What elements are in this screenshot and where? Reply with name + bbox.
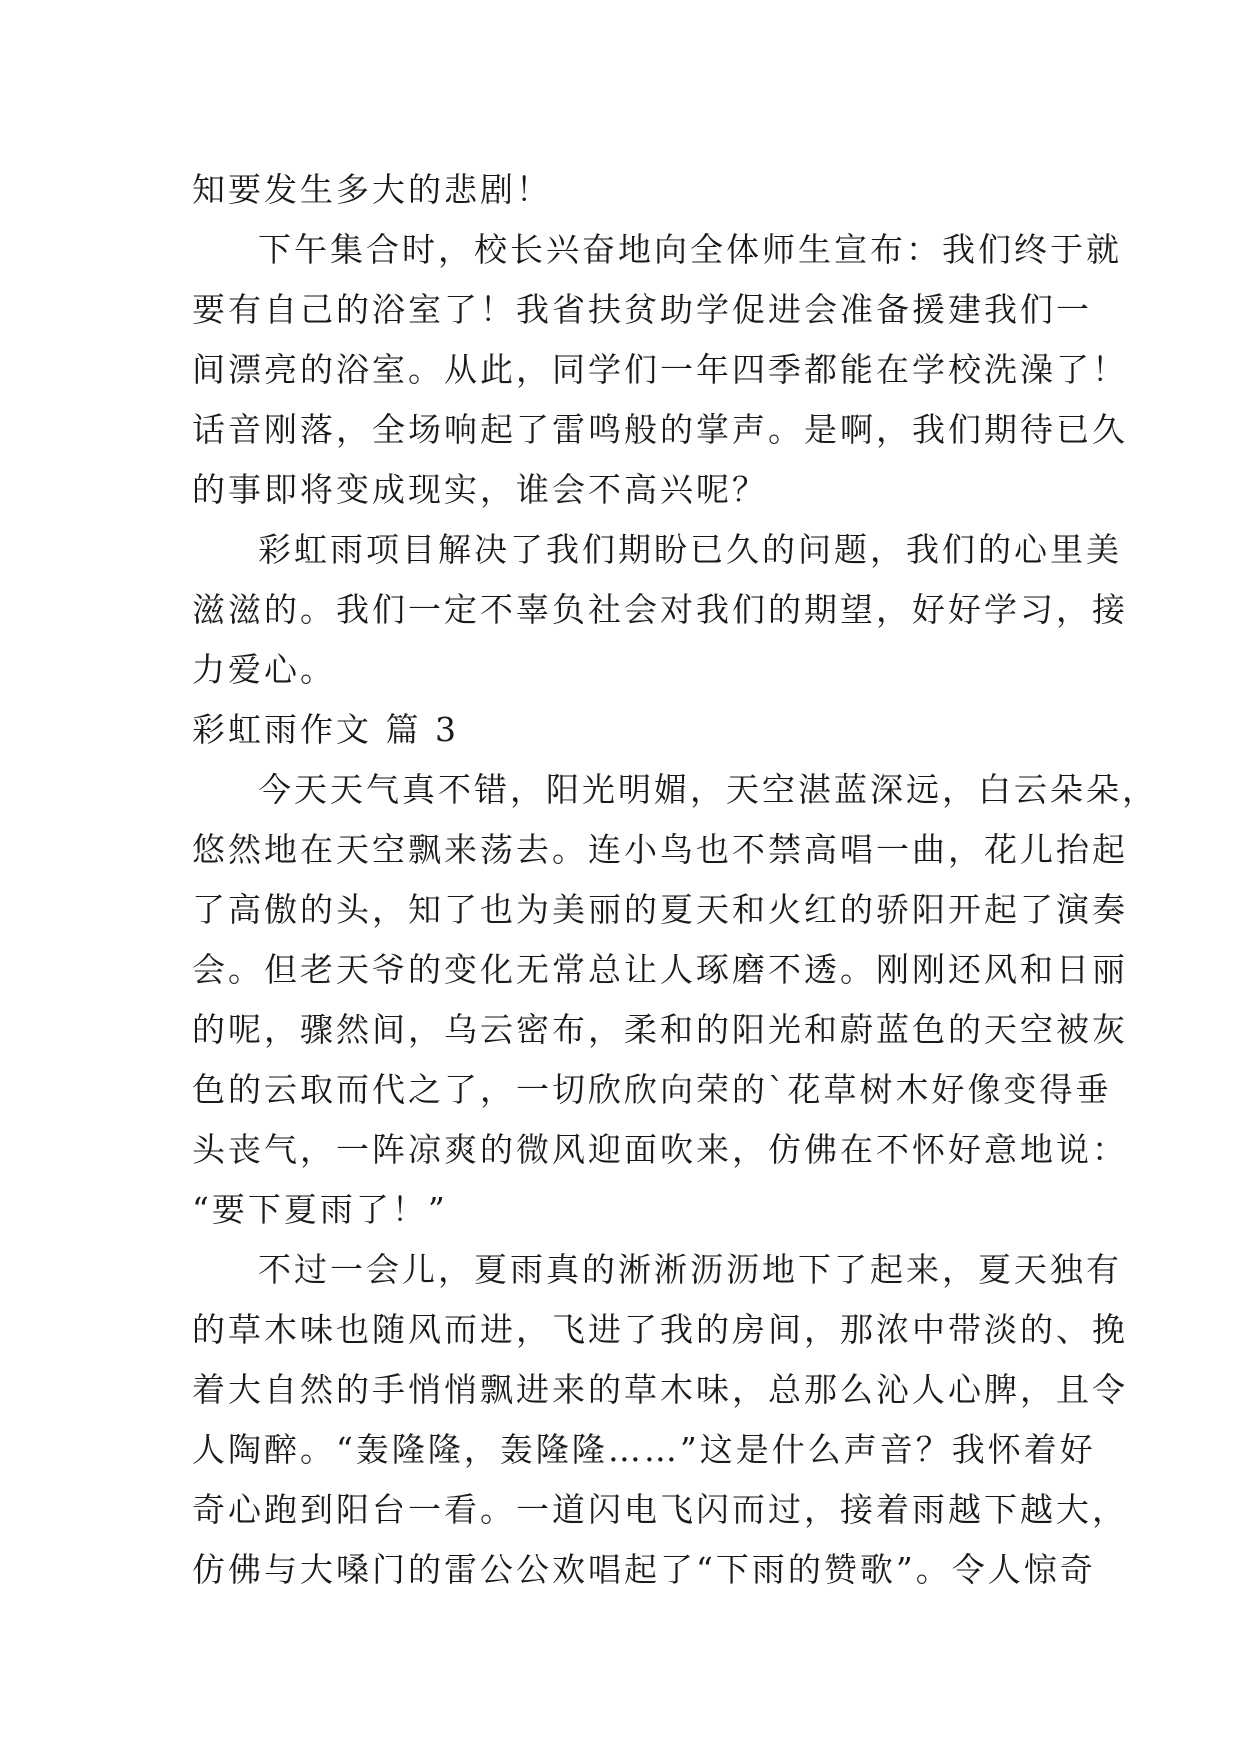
text-line: 的草木味也随风而进，飞进了我的房间，那浓中带淡的、挽 xyxy=(192,1310,1128,1349)
text-line: 的事即将变成现实，谁会不高兴呢？ xyxy=(192,470,768,509)
paragraph-first-line: 今天天气真不错，阳光明媚，天空湛蓝深远，白云朵朵， xyxy=(258,770,1158,809)
text-line: 会。但老天爷的变化无常总让人琢磨不透。刚刚还风和日丽 xyxy=(192,950,1128,989)
text-line: 人陶醉。“轰隆隆，轰隆隆……”这是什么声音？我怀着好 xyxy=(192,1430,1096,1469)
text-line: 知要发生多大的悲剧！ xyxy=(192,170,552,209)
text-line: 头丧气，一阵凉爽的微风迎面吹来，仿佛在不怀好意地说： xyxy=(192,1130,1128,1169)
text-line: 话音刚落，全场响起了雷鸣般的掌声。是啊，我们期待已久 xyxy=(192,410,1128,449)
text-line: 滋滋的。我们一定不辜负社会对我们的期望，好好学习，接 xyxy=(192,590,1128,629)
text-line: 仿佛与大嗓门的雷公公欢唱起了“下雨的赞歌”。令人惊奇 xyxy=(192,1550,1096,1589)
paragraph-first-line: 不过一会儿，夏雨真的淅淅沥沥地下了起来，夏天独有 xyxy=(258,1250,1122,1289)
text-line: 着大自然的手悄悄飘进来的草木味，总那么沁人心脾，且令 xyxy=(192,1370,1128,1409)
text-line: “要下夏雨了！” xyxy=(192,1190,448,1229)
paragraph-first-line: 下午集合时，校长兴奋地向全体师生宣布：我们终于就 xyxy=(258,230,1122,269)
section-heading: 彩虹雨作文 篇 3 xyxy=(192,710,459,749)
text-line: 力爱心。 xyxy=(192,650,336,689)
text-line: 奇心跑到阳台一看。一道闪电飞闪而过，接着雨越下越大， xyxy=(192,1490,1128,1529)
text-line: 了高傲的头，知了也为美丽的夏天和火红的骄阳开起了演奏 xyxy=(192,890,1128,929)
paragraph-first-line: 彩虹雨项目解决了我们期盼已久的问题，我们的心里美 xyxy=(258,530,1122,569)
text-line: 色的云取而代之了，一切欣欣向荣的`花草树木好像变得垂 xyxy=(192,1070,1112,1109)
text-line: 间漂亮的浴室。从此，同学们一年四季都能在学校洗澡了！ xyxy=(192,350,1128,389)
text-line: 悠然地在天空飘来荡去。连小鸟也不禁高唱一曲，花儿抬起 xyxy=(192,830,1128,869)
essay-text xyxy=(192,160,1158,1600)
text-line: 要有自己的浴室了！我省扶贫助学促进会准备援建我们一 xyxy=(192,290,1092,329)
text-line: 的呢，骤然间，乌云密布，柔和的阳光和蔚蓝色的天空被灰 xyxy=(192,1010,1128,1049)
